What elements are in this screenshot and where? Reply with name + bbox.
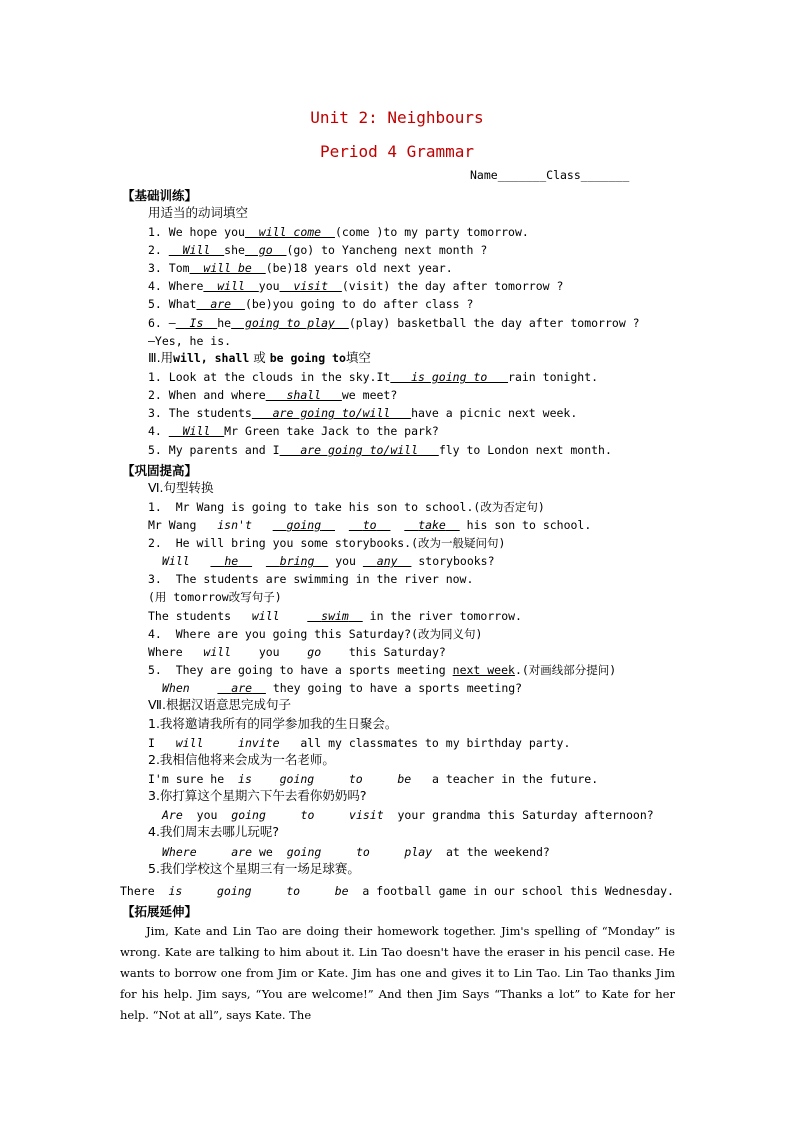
t3-answer: The students will swim in the river tomorrow. xyxy=(148,609,522,623)
s1-item-4: 4. Where will you visit (visit) the day after tomorrow ? xyxy=(148,279,564,293)
c5-answer: There is going to be a football game in our school this Wednesday. xyxy=(120,884,674,898)
section6-heading: Ⅵ.句型转换 xyxy=(148,480,214,495)
s3-item-4: 4. Will Mr Green take Jack to the park? xyxy=(148,424,439,438)
c3-question: 3.你打算这个星期六下午去看你奶奶吗? xyxy=(148,788,367,803)
t3-question: 3. The students are swimming in the river now. xyxy=(148,572,474,586)
c1-question: 1.我将邀请我所有的同学参加我的生日聚会。 xyxy=(148,716,398,731)
t4-answer: Where will you go this Saturday? xyxy=(148,645,446,659)
name-class-field: Name_______Class_______ xyxy=(470,168,630,182)
s1-item-2: 2. Will she go (go) to Yancheng next month ? xyxy=(148,243,488,257)
s1-item-6: 6. — Is he going to play (play) basketball the day after tomorrow ? xyxy=(148,316,640,330)
s3-item-2: 2. When and where shall we meet? xyxy=(148,388,398,402)
t1-question: 1. Mr Wang is going to take his son to school.(改为否定句) xyxy=(148,500,545,514)
c3-answer: Are you going to visit your grandma this Saturday afternoon? xyxy=(162,808,654,822)
unit-title: Unit 2: Neighbours xyxy=(310,108,484,127)
s3-item-1: 1. Look at the clouds in the sky.It is going to rain tonight. xyxy=(148,370,599,384)
basic-training-heading: 【基础训练】 xyxy=(122,188,198,203)
extend-paragraph: Jim, Kate and Lin Tao are doing their homework together. Jim's spelling of “Monday” is wrong. Kate are talking to him about it. Lin Tao doesn't have the eraser in his pencil case. He wants to borrow one from Jim or Kate. Jim has one and gives it to Lin Tao. Lin Tao thanks Jim for his help. Jim says, “You are welcome!” And then Jim Says “Thanks a lot” to Kate for her help. “Not at all”, says Kate. The xyxy=(120,924,675,1022)
s1-item-1: 1. We hope you will come (come )to my party tomorrow. xyxy=(148,225,529,239)
t1-answer: Mr Wang isn't going to take his son to school. xyxy=(148,518,592,532)
s3-item-5: 5. My parents and I are going to/will fly to London next month. xyxy=(148,443,612,457)
t4-question: 4. Where are you going this Saturday?(改为同义句) xyxy=(148,627,483,641)
c1-answer: I will invite all my classmates to my birthday party. xyxy=(148,736,571,750)
s3-item-3: 3. The students are going to/will have a picnic next week. xyxy=(148,406,578,420)
t5-answer: When are they going to have a sports meeting? xyxy=(162,681,523,695)
s1-reply: —Yes, he is. xyxy=(148,334,232,348)
extend-heading: 【拓展延伸】 xyxy=(122,904,198,919)
s1-item-5: 5. What are (be)you going to do after class ? xyxy=(148,297,474,311)
section7-heading: Ⅶ.根据汉语意思完成句子 xyxy=(148,697,291,712)
t2-answer: Will he bring you any storybooks? xyxy=(162,554,495,568)
c2-question: 2.我相信他将来会成为一名老师。 xyxy=(148,752,335,767)
s1-item-3: 3. Tom will be (be)18 years old next year. xyxy=(148,261,453,275)
section3-heading: Ⅲ.用will, shall 或 be going to填空 xyxy=(148,350,371,365)
t2-question: 2. He will bring you some storybooks.(改为一般疑问句) xyxy=(148,536,506,550)
c4-answer: Where are we going to play at the weekend? xyxy=(162,845,550,859)
c5-question: 5.我们学校这个星期三有一场足球赛。 xyxy=(148,861,360,876)
t3-question-note: (用 tomorrow改写句子) xyxy=(148,590,282,604)
section1-instruction: 用适当的动词填空 xyxy=(148,205,249,220)
consolidate-heading: 【巩固提高】 xyxy=(122,463,198,478)
period-title: Period 4 Grammar xyxy=(319,142,475,161)
t5-question: 5. They are going to have a sports meeting next week.(对画线部分提问) xyxy=(148,663,617,677)
c2-answer: I'm sure he is going to be a teacher in the future. xyxy=(148,772,599,786)
c4-question: 4.我们周末去哪儿玩呢? xyxy=(148,824,280,839)
